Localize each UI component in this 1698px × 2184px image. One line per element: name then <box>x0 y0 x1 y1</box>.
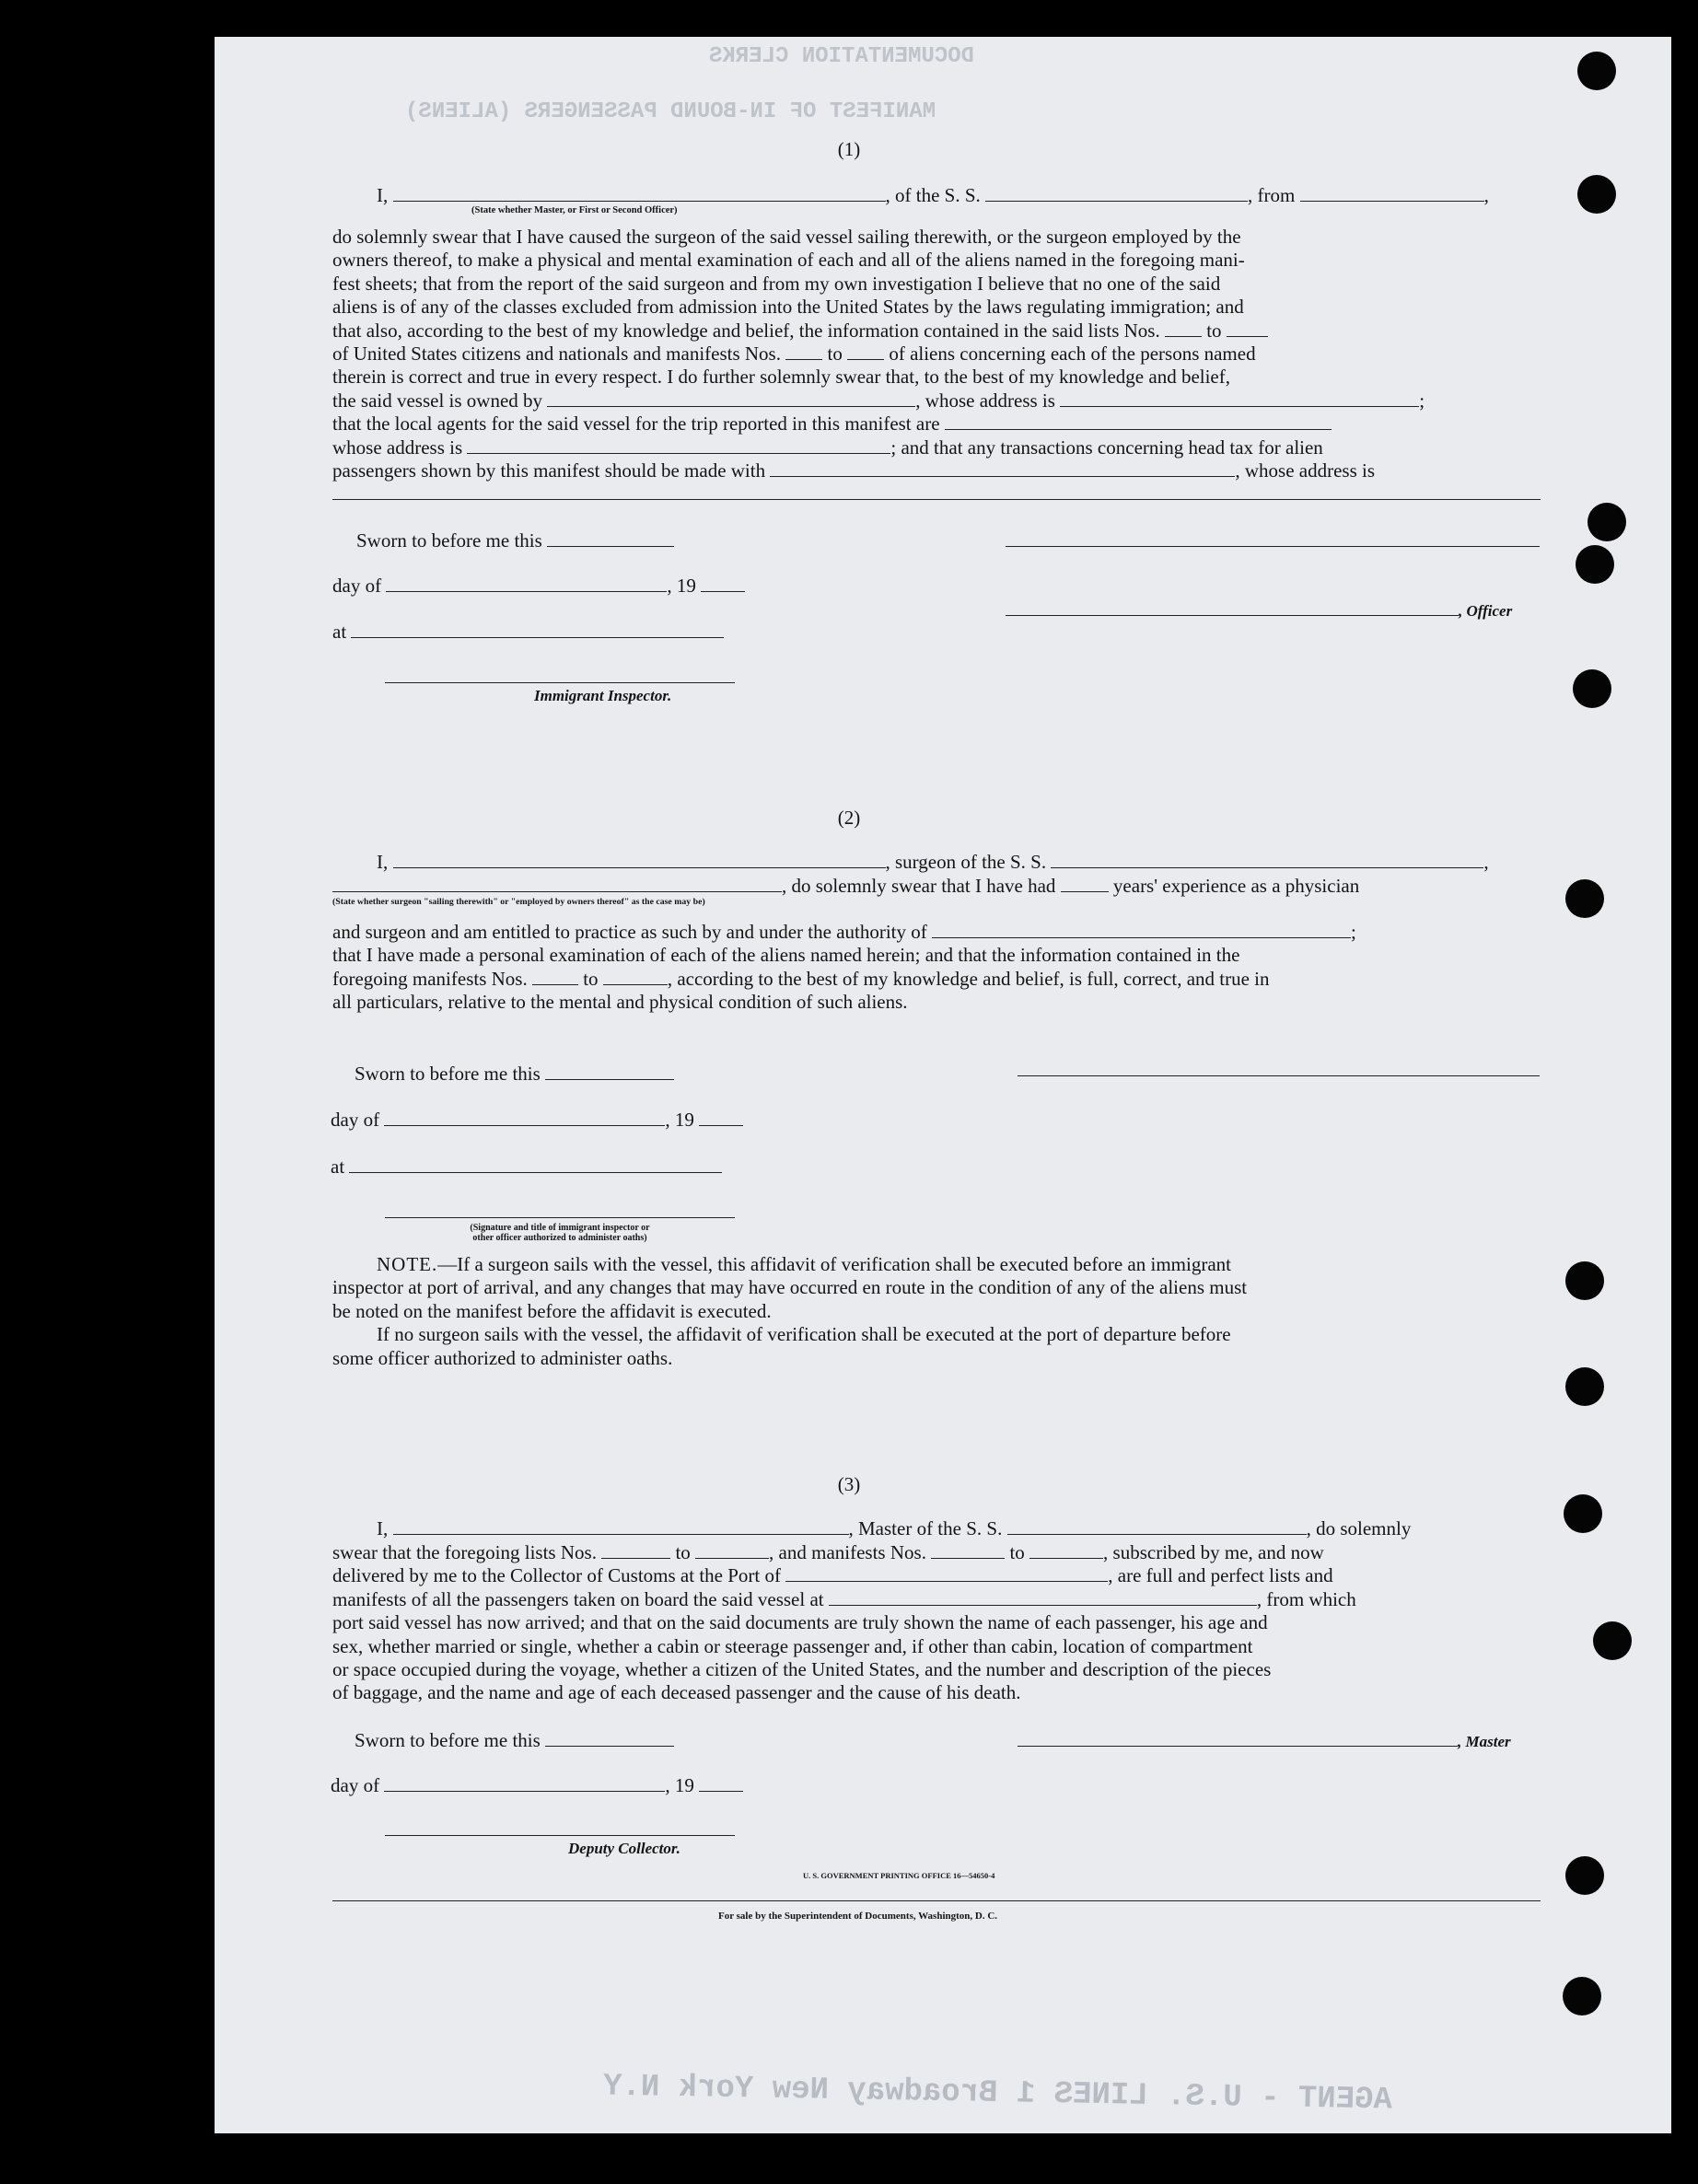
sworn-date-field[interactable] <box>547 531 674 547</box>
lists-from-field[interactable] <box>1165 321 1202 337</box>
manifests-from-field[interactable] <box>785 344 822 360</box>
section-2-heading: (2) <box>837 807 861 829</box>
customs-port-field[interactable] <box>785 1566 1108 1582</box>
sworn-line-2: Sworn to before me this <box>355 1063 674 1086</box>
section-3-heading: (3) <box>837 1473 861 1495</box>
sworn-date-field-3[interactable] <box>545 1731 674 1747</box>
binder-hole <box>1565 1856 1604 1895</box>
section-3-first-line: I, , Master of the S. S. , do solemnly <box>377 1517 1412 1539</box>
agents-address-field[interactable] <box>467 438 890 454</box>
day-of-field-3[interactable] <box>384 1776 665 1792</box>
deputy-signature-line <box>385 1835 735 1836</box>
section-2-first-line: I, , surgeon of the S. S. , <box>377 851 1489 873</box>
master-lists-from-field[interactable] <box>601 1543 670 1559</box>
bleed-through-title: MANIFEST OF IN-BOUND PASSENGERS (ALIENS) <box>405 99 936 124</box>
surgeon-manifests-from-field[interactable] <box>532 970 578 985</box>
authority-field[interactable] <box>932 923 1351 938</box>
officer-name-field[interactable] <box>393 186 886 202</box>
day-of-field[interactable] <box>386 576 667 592</box>
binder-hole <box>1565 1261 1604 1300</box>
officer-caption: (State whether Master, or First or Second Officer) <box>471 205 678 215</box>
signature-caption: (Signature and title of immigrant inspector or other officer authorized to administer oaths) <box>470 1223 650 1243</box>
agent-stamp-bleed: AGENT - U.S. LINES 1 Broadway New York N.Y <box>602 2069 1393 2119</box>
surgeon-caption: (State whether surgeon "sailing therewith" or "employed by owners thereof" as the case may be) <box>332 897 705 907</box>
surgeon-right-line <box>1018 1075 1540 1076</box>
departure-port-field[interactable] <box>829 1590 1257 1606</box>
binder-hole <box>1588 503 1626 541</box>
master-signature-field[interactable] <box>1018 1731 1458 1747</box>
at-line-1: at <box>332 621 724 644</box>
bleed-through-header: DOCUMENTATION CLERKS <box>709 44 975 69</box>
day-of-line-1: day of , 19 <box>332 575 745 598</box>
vessel-name-field[interactable] <box>985 186 1248 202</box>
year-field-3[interactable] <box>699 1776 743 1792</box>
master-signature-line: , Master <box>1018 1729 1511 1752</box>
inspector-caption: Immigrant Inspector. <box>534 687 672 704</box>
officer-signature-field[interactable] <box>1006 600 1459 616</box>
sworn-line-3: Sworn to before me this <box>355 1729 674 1752</box>
master-manifests-to-field[interactable] <box>1029 1543 1103 1559</box>
head-tax-agent-field[interactable] <box>770 461 1235 477</box>
binder-hole <box>1563 1977 1601 2016</box>
year-field-2[interactable] <box>699 1110 743 1126</box>
master-manifests-from-field[interactable] <box>931 1543 1005 1559</box>
surgeon-status-field[interactable] <box>332 877 782 892</box>
surgeon-name-field[interactable] <box>393 853 886 868</box>
master-vessel-field[interactable] <box>1007 1519 1307 1535</box>
at-place-field[interactable] <box>351 622 724 638</box>
binder-hole <box>1565 879 1604 918</box>
binder-hole <box>1577 52 1616 90</box>
local-agents-field[interactable] <box>945 414 1332 430</box>
note-block: NOTE.—If a surgeon sails with the vessel, this affidavit of verification shall be executed before an immigrant inspector at port of arrival, and any changes that may have occurred en route in the condition of any of the aliens must be noted on the manifest before the affidavit is executed. If no surgeon sails with the vessel, the affidavit of verification shall be executed at the port of departure before some officer authorized to administer oaths. <box>332 1253 1248 1369</box>
day-of-line-3: day of , 19 <box>331 1774 743 1797</box>
at-place-field-2[interactable] <box>349 1157 722 1173</box>
footer-rule <box>332 1900 1541 1901</box>
officer-signature-line: , Officer <box>1006 598 1512 622</box>
owner-address-field[interactable] <box>1060 391 1419 407</box>
section-1-heading: (1) <box>837 138 861 160</box>
lists-to-field[interactable] <box>1227 321 1268 337</box>
surgeon-vessel-field[interactable] <box>1051 853 1483 868</box>
for-sale-note: For sale by the Superintendent of Documents, Washington, D. C. <box>718 1911 998 1922</box>
binder-hole <box>1577 175 1616 214</box>
manifests-to-field[interactable] <box>847 344 884 360</box>
binder-hole <box>1573 669 1611 708</box>
binder-hole <box>1576 545 1614 584</box>
day-of-field-2[interactable] <box>384 1110 665 1126</box>
master-name-field[interactable] <box>393 1519 849 1535</box>
surgeon-manifests-to-field[interactable] <box>603 970 668 985</box>
head-tax-address-field[interactable] <box>332 484 1541 500</box>
section-1-body: do solemnly swear that I have caused the surgeon of the said vessel sailing therewith, or the surgeon employed by the owners thereof, to make a physical and mental examination of each and all of the aliens named in the foregoing mani- fest sheets; that from the report of the said surgeon and from my own investigation I believe that no one of the said aliens is of any of the classes excluded from admission into the United States by the laws regulating immigration; and that also, according to the best of my knowledge and belief, the information contained in the said lists Nos. to of United States citizens and nationals and manifests Nos. to of aliens concerning each of the persons named therein is correct and true in every respect. I do further solemnly swear that, to the best of my knowledge and belief, the said vessel is owned by , whose address is ; that the local agents for the said vessel for the trip reported in this manifest are whose address is ; and that any transactions concerning head tax for alien passengers shown by this manifest should be made with , whose address is <box>332 226 1541 506</box>
binder-hole <box>1565 1367 1604 1406</box>
deputy-caption: Deputy Collector. <box>568 1840 680 1857</box>
from-port-field[interactable] <box>1300 186 1484 202</box>
binder-hole <box>1593 1621 1632 1660</box>
section-2-second-line: , do solemnly swear that I have had years' experience as a physician <box>332 875 1541 898</box>
officer-signature-line-top <box>1006 546 1540 547</box>
year-field[interactable] <box>701 576 745 592</box>
master-lists-to-field[interactable] <box>695 1543 769 1559</box>
sworn-date-field-2[interactable] <box>545 1064 674 1080</box>
sworn-line-1: Sworn to before me this <box>356 529 674 552</box>
printing-office-note: U. S. GOVERNMENT PRINTING OFFICE 16—54650-4 <box>803 1871 995 1880</box>
inspector-signature-line-2 <box>385 1217 735 1218</box>
inspector-signature-line <box>385 682 735 683</box>
section-2-body: and surgeon and am entitled to practice as such by and under the authority of ; that I have made a personal examination of each of the aliens named herein; and that the information contained in the foregoing manifests Nos. to , according to the best of my knowledge and belief, is full, correct, and true in all particulars, relative to the mental and physical condition of such aliens. <box>332 921 1356 1014</box>
at-line-2: at <box>331 1156 722 1179</box>
binder-hole <box>1564 1494 1602 1533</box>
years-experience-field[interactable] <box>1061 877 1109 892</box>
owner-field[interactable] <box>547 391 915 407</box>
section-1-first-line: I, , of the S. S. , from , <box>377 184 1489 206</box>
section-3-body: swear that the foregoing lists Nos. to , and manifests Nos. to , subscribed by me, and now delivered by me to the Collector of Customs at the Port of , are full and perfect lists and manifests of all the passengers taken on board the said vessel at , from which port said vessel has now arrived; and that on the said documents are truly shown the name of each passenger, his age and sex, whether married or single, whether a cabin or steerage passenger and, if other than cabin, location of compartment or space occupied during the voyage, whether a citizen of the United States, and the number and description of the pieces of baggage, and the name and age of each deceased passenger and the cause of his death. <box>332 1541 1356 1704</box>
day-of-line-2: day of , 19 <box>331 1109 743 1132</box>
